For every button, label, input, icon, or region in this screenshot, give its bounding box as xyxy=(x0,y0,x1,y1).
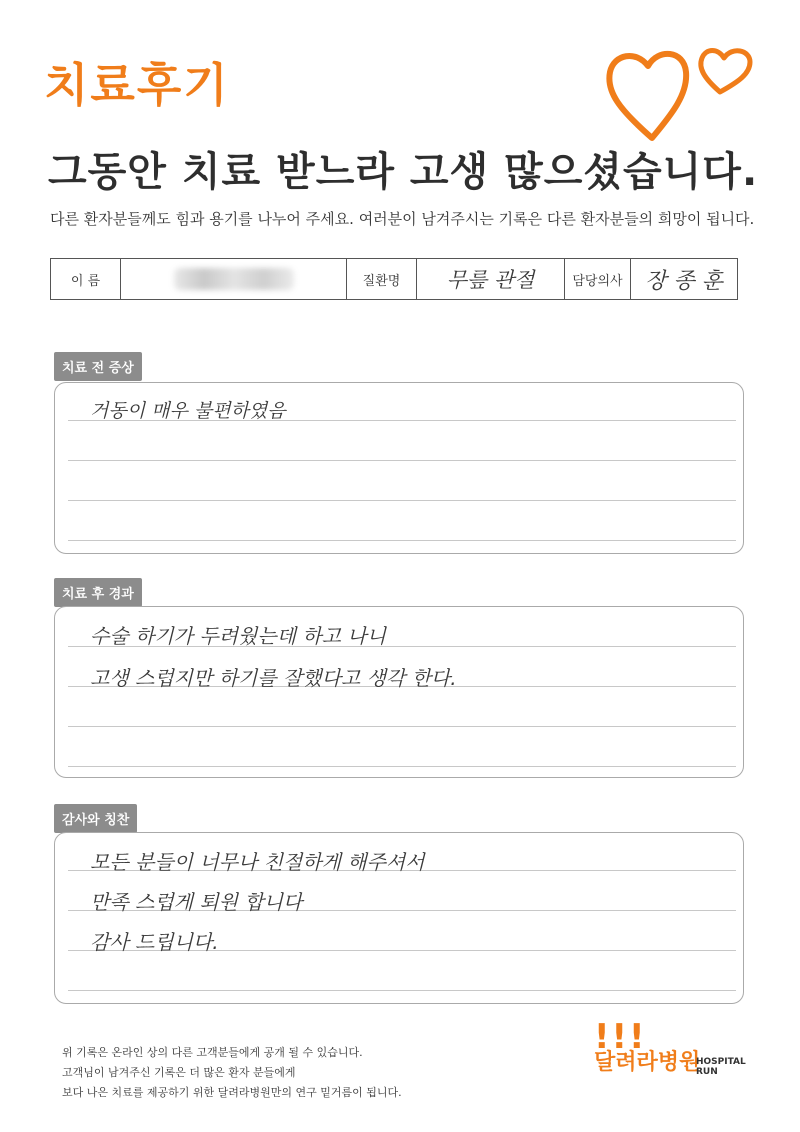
hearts-icon xyxy=(600,30,760,150)
name-value-cell xyxy=(121,259,347,299)
footer-note: 보다 나은 치료를 제공하기 위한 달려라병원만의 연구 밑거름이 됩니다. xyxy=(62,1086,402,1099)
handwritten-line: 수술 하기가 두려웠는데 하고 나니 xyxy=(90,624,386,648)
handwritten-line: 감사 드립니다. xyxy=(90,930,219,954)
subline: 다른 환자분들께도 힘과 용기를 나누어 주세요. 여러분이 남겨주시는 기록은 다른 환자분들의 희망이 됩니다. xyxy=(50,210,755,228)
doctor-value: 장 종 훈 xyxy=(645,268,723,294)
disease-label: 질환명 xyxy=(362,273,401,289)
ruled-line xyxy=(68,460,736,461)
doctor-label: 담당의사 xyxy=(572,273,623,289)
logo-en-line-2: RUN xyxy=(696,1067,718,1077)
disease-value-cell xyxy=(417,259,565,299)
headline: 그동안 치료 받느라 고생 많으셨습니다. xyxy=(48,149,759,195)
section-label-after: 치료 후 경과 xyxy=(54,578,142,607)
logo-en-line-1: HOSPITAL xyxy=(696,1057,746,1067)
doctor-value-cell xyxy=(631,259,737,299)
hospital-logo-name: 달려라병원 xyxy=(594,1050,701,1075)
patient-info-row xyxy=(50,258,738,300)
footer-note: 위 기록은 온라인 상의 다른 고객분들에게 공개 될 수 있습니다. xyxy=(62,1046,363,1059)
name-label-cell xyxy=(51,259,121,299)
disease-label-cell xyxy=(347,259,417,299)
ruled-line xyxy=(68,726,736,727)
disease-value: 무릎 관절 xyxy=(446,268,535,292)
page-title: 치료후기 xyxy=(44,58,230,112)
section-label-before: 치료 전 증상 xyxy=(54,352,142,381)
handwritten-line: 거동이 매우 불편하였음 xyxy=(90,400,286,422)
logo-exclamation-icon: !!! xyxy=(594,1017,647,1057)
section-label-thanks: 감사와 칭찬 xyxy=(54,804,137,833)
ruled-line xyxy=(68,540,736,541)
doctor-label-cell xyxy=(565,259,631,299)
ruled-line xyxy=(68,766,736,767)
handwritten-line: 모든 분들이 너무나 친절하게 해주셔서 xyxy=(90,850,425,874)
name-label: 이 름 xyxy=(70,273,101,289)
hospital-logo-english xyxy=(696,1057,746,1077)
ruled-line xyxy=(68,990,736,991)
blurred-name xyxy=(174,268,294,290)
footer-note: 고객님이 남겨주신 기록은 더 많은 환자 분들에게 xyxy=(62,1066,296,1079)
ruled-line xyxy=(68,500,736,501)
handwritten-line: 고생 스럽지만 하기를 잘했다고 생각 한다. xyxy=(90,666,457,690)
handwritten-line: 만족 스럽게 퇴원 합니다 xyxy=(90,890,303,914)
